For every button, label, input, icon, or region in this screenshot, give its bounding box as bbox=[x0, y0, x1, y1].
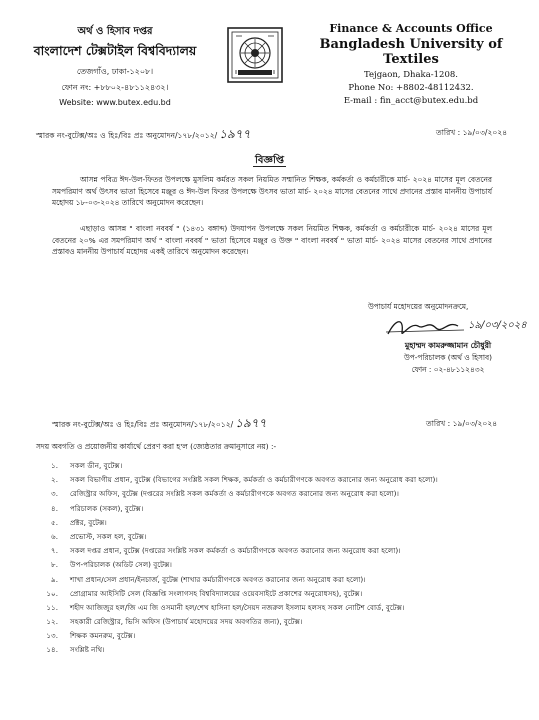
list-item-number: ১৩. bbox=[46, 631, 58, 641]
list-item-text: প্রোগ্রামার আইসিটি সেল (বিজ্ঞপ্তি সংলাগসহ বিশ্ববিদ্যালয়ের ওয়েবসাইটে প্রকাশের অনুরোধসহ), বুটেক্স। bbox=[70, 588, 363, 598]
list-item-text: পরিচালক (সকল), বুটেক্স। bbox=[70, 503, 144, 513]
phone-en: Phone No: +8802-48112432. bbox=[348, 83, 474, 93]
list-item-text: সংশ্লিষ্ট নথি। bbox=[70, 645, 105, 655]
list-item bbox=[36, 574, 506, 585]
email-en: E-mail : fin_acct@butex.edu.bd bbox=[343, 96, 479, 106]
list-item-number: ১০. bbox=[46, 588, 58, 598]
memo1-ref-text: স্মারক নং-বুটেক্স/অঃ ও হিঃ/বিঃ প্রঃ অনুমোদন/১৭৮/২০১২/ bbox=[36, 131, 218, 140]
office-name-en: Finance & Accounts Office bbox=[329, 22, 493, 35]
list-item bbox=[36, 644, 506, 655]
list-item bbox=[36, 503, 506, 514]
memo1-date: তারিখ : ১৯/০৩/২০২৪ bbox=[436, 128, 508, 137]
list-item-text: শাখা প্রধান/সেল প্রধান/ইনচার্জ, বুটেক্স (শাখার কর্মচারীগণকে অবগত করানোর জন্য অনুরোধ করা হলো)। bbox=[70, 574, 366, 584]
list-item bbox=[36, 630, 506, 641]
list-item bbox=[36, 588, 506, 599]
approval-line: উপাচার্য মহোদয়ের অনুমোদনক্রমে, bbox=[368, 302, 469, 311]
memo2-reference bbox=[52, 415, 266, 435]
list-item bbox=[36, 488, 506, 499]
signature-block bbox=[368, 302, 528, 377]
address-en: Tejgaon, Dhaka-1208. bbox=[364, 70, 458, 80]
memo1-reference bbox=[36, 126, 250, 146]
list-item-text: শহীদ আজিজুর হল/জি এম জি ওসমানী হল/শেখ হাসিনা হল/সৈয়দ নজরুল ইসলাম হলসহ সকল নোটিশ বোর্ড, বুটেক্স। bbox=[70, 602, 405, 612]
memo2-date: তারিখ : ১৯/০৩/২০২৪ bbox=[426, 419, 498, 428]
distribution-intro: সদয় অবগতি ও প্রয়োজনীয় কার্যার্থে প্রেরণ করা হ'ল (জ্যেষ্ঠতার ক্রমানুসারে নয়) :- bbox=[36, 442, 277, 451]
list-item-text: সকল ডীন, বুটেক্স। bbox=[70, 461, 123, 470]
list-item-number: ১২. bbox=[46, 617, 58, 627]
header-bangla bbox=[20, 24, 210, 107]
list-item-text: রেজিস্ট্রার অফিস, বুটেক্স (দপ্তরের সংশ্লিষ্ট সকল কর্মকর্তা ও কর্মচারীগণকে অবগত করানোর জন্য অনুরোধ করা হলো)। bbox=[70, 489, 400, 499]
list-item-number: ২. bbox=[51, 475, 58, 485]
list-item-number: ৬. bbox=[51, 531, 58, 541]
list-item bbox=[36, 474, 506, 485]
notice-paragraph-1: আসন্ন পবিত্র ঈদ-উল-ফিতর উপলক্ষে মুসলিম কর্মরত সকল নিয়মিত সম্মানিত শিক্ষক, কর্মকর্তা ও কর্মচারীকে মার্চ- ২০২৪ মাসের মূল বেতনের সমপরিমাণ অর্থ উৎসব ভাতা হিসেবে মঞ্জুর ও ঈদ-উল ফিতর উপলক্ষে উৎসব ভাতা মার্চ- ২০২৪ মাসের বেতনের সাথে প্রদানের প্রস্তাব মাননীয় উপাচার্য মহোদয় ১৮-০৩-২০২৪ তারিখে অনুমোদন করেছেন। bbox=[52, 175, 492, 207]
list-item-text: শিক্ষক কমনরুম, বুটেক্স। bbox=[70, 631, 136, 641]
list-item-number: ৫. bbox=[51, 517, 58, 527]
list-item bbox=[36, 460, 506, 471]
notice-paragraph-2: এছাড়াও আসন্ন " বাংলা নববর্ষ " (১৪৩১ বঙ্গাব্দ) উদযাপন উপলক্ষে সকল নিয়মিত শিক্ষক, কর্মকর্তা ও কর্মচারীকে মার্চ- ২০২৪ মাসের মূল বেতনের ২০% এর সমপরিমাণ অর্থ " বাংলা নববর্ষ " ভাতা হিসেবে মঞ্জুর ও উক্ত " বাংলা নববর্ষ " ভাতা মার্চ- ২০২৪ মাসের বেতনের সাথে প্রদানের প্রস্তাবও মাননীয় উপাচার্য মহোদয় একই তারিখে অনুমোদন করেছেন। bbox=[52, 224, 492, 256]
list-item-number: ১. bbox=[51, 461, 58, 470]
list-item-number: ৮. bbox=[51, 560, 58, 570]
list-item bbox=[36, 616, 506, 627]
list-item bbox=[36, 531, 506, 542]
list-item-number: ১৪. bbox=[46, 645, 58, 655]
list-item bbox=[36, 545, 506, 556]
office-name-bn: অর্থ ও হিসাব দপ্তর bbox=[77, 26, 153, 37]
list-item bbox=[36, 517, 506, 528]
signatory-designation: উপ-পরিচালক (অর্থ ও হিসাব) bbox=[403, 353, 493, 362]
university-name-bn: বাংলাদেশ টেক্সটাইল বিশ্ববিদ্যালয় bbox=[33, 43, 197, 58]
university-seal-icon bbox=[226, 26, 284, 84]
list-item bbox=[36, 602, 506, 613]
memo2-ref-text: স্মারক নং-বুটেক্স/অঃ ও হিঃ/বিঃ প্রঃ অনুমোদন/১৭৮/২০১২/ bbox=[52, 420, 234, 429]
list-item-text: সকল দপ্তর প্রধান, বুটেক্স (দপ্তরের সংশ্লিষ্ট সকল কর্মকর্তা ও কর্মচারীগণকে অবগত করানোর জন্য অনুরোধ করা হলো)। bbox=[70, 546, 401, 556]
list-item-text: সহকারী রেজিস্ট্রার, ভিসি অফিস (উপাচার্য মহোদয়ের সদয় অবগতির জন্য), বুটেক্স। bbox=[70, 617, 303, 627]
list-item-number: ৩. bbox=[51, 489, 58, 499]
signature-date-handwritten: ১৯/০৩/২০২৪ bbox=[468, 320, 527, 331]
list-item-text: উপ-পরিচালক (অডিট সেল) বুটেক্স। bbox=[70, 560, 172, 570]
address-bn: তেজগাঁও, ঢাকা-১২০৮। bbox=[76, 67, 154, 76]
list-item-text: প্রভোস্ট, সকল হল, বুটেক্স। bbox=[70, 531, 147, 541]
list-item-number: ৭. bbox=[51, 546, 58, 556]
notice-title: বিজ্ঞপ্তি bbox=[254, 155, 285, 166]
header-english bbox=[296, 22, 526, 106]
list-item-text: প্রক্টর, বুটেক্স। bbox=[70, 517, 107, 527]
phone-bn: ফোন নং: +৮৮০২-৪৮১১২৪৩২। bbox=[61, 83, 169, 92]
distribution-list bbox=[36, 460, 506, 659]
memo1-ref-handwritten: ১৯৭৭ bbox=[219, 127, 251, 141]
university-name-en: Bangladesh University of Textiles bbox=[319, 37, 503, 67]
signature-mark bbox=[368, 314, 528, 340]
list-item-number: ১১. bbox=[46, 602, 58, 612]
list-item-text: সকল বিভাগীয় প্রধান, বুটেক্স (বিভাগের সংশ্লিষ্ট সকল শিক্ষক, কর্মকর্তা ও কর্মচারীগণকে অবগত করানোর জন্য অনুরোধ করা হলো)। bbox=[70, 475, 438, 485]
signatory-name: মুহাম্মদ কামরুজ্জামান চৌধুরী bbox=[404, 341, 492, 350]
list-item bbox=[36, 559, 506, 570]
list-item-number: ৯. bbox=[51, 574, 58, 584]
signatory-phone: ফোন : ০২-৪৮১১২৪৩২ bbox=[411, 365, 485, 374]
memo2-ref-handwritten: ১৯৭৭ bbox=[235, 416, 267, 430]
list-item-number: ৪. bbox=[51, 503, 58, 513]
website: Website: www.butex.edu.bd bbox=[59, 98, 171, 107]
